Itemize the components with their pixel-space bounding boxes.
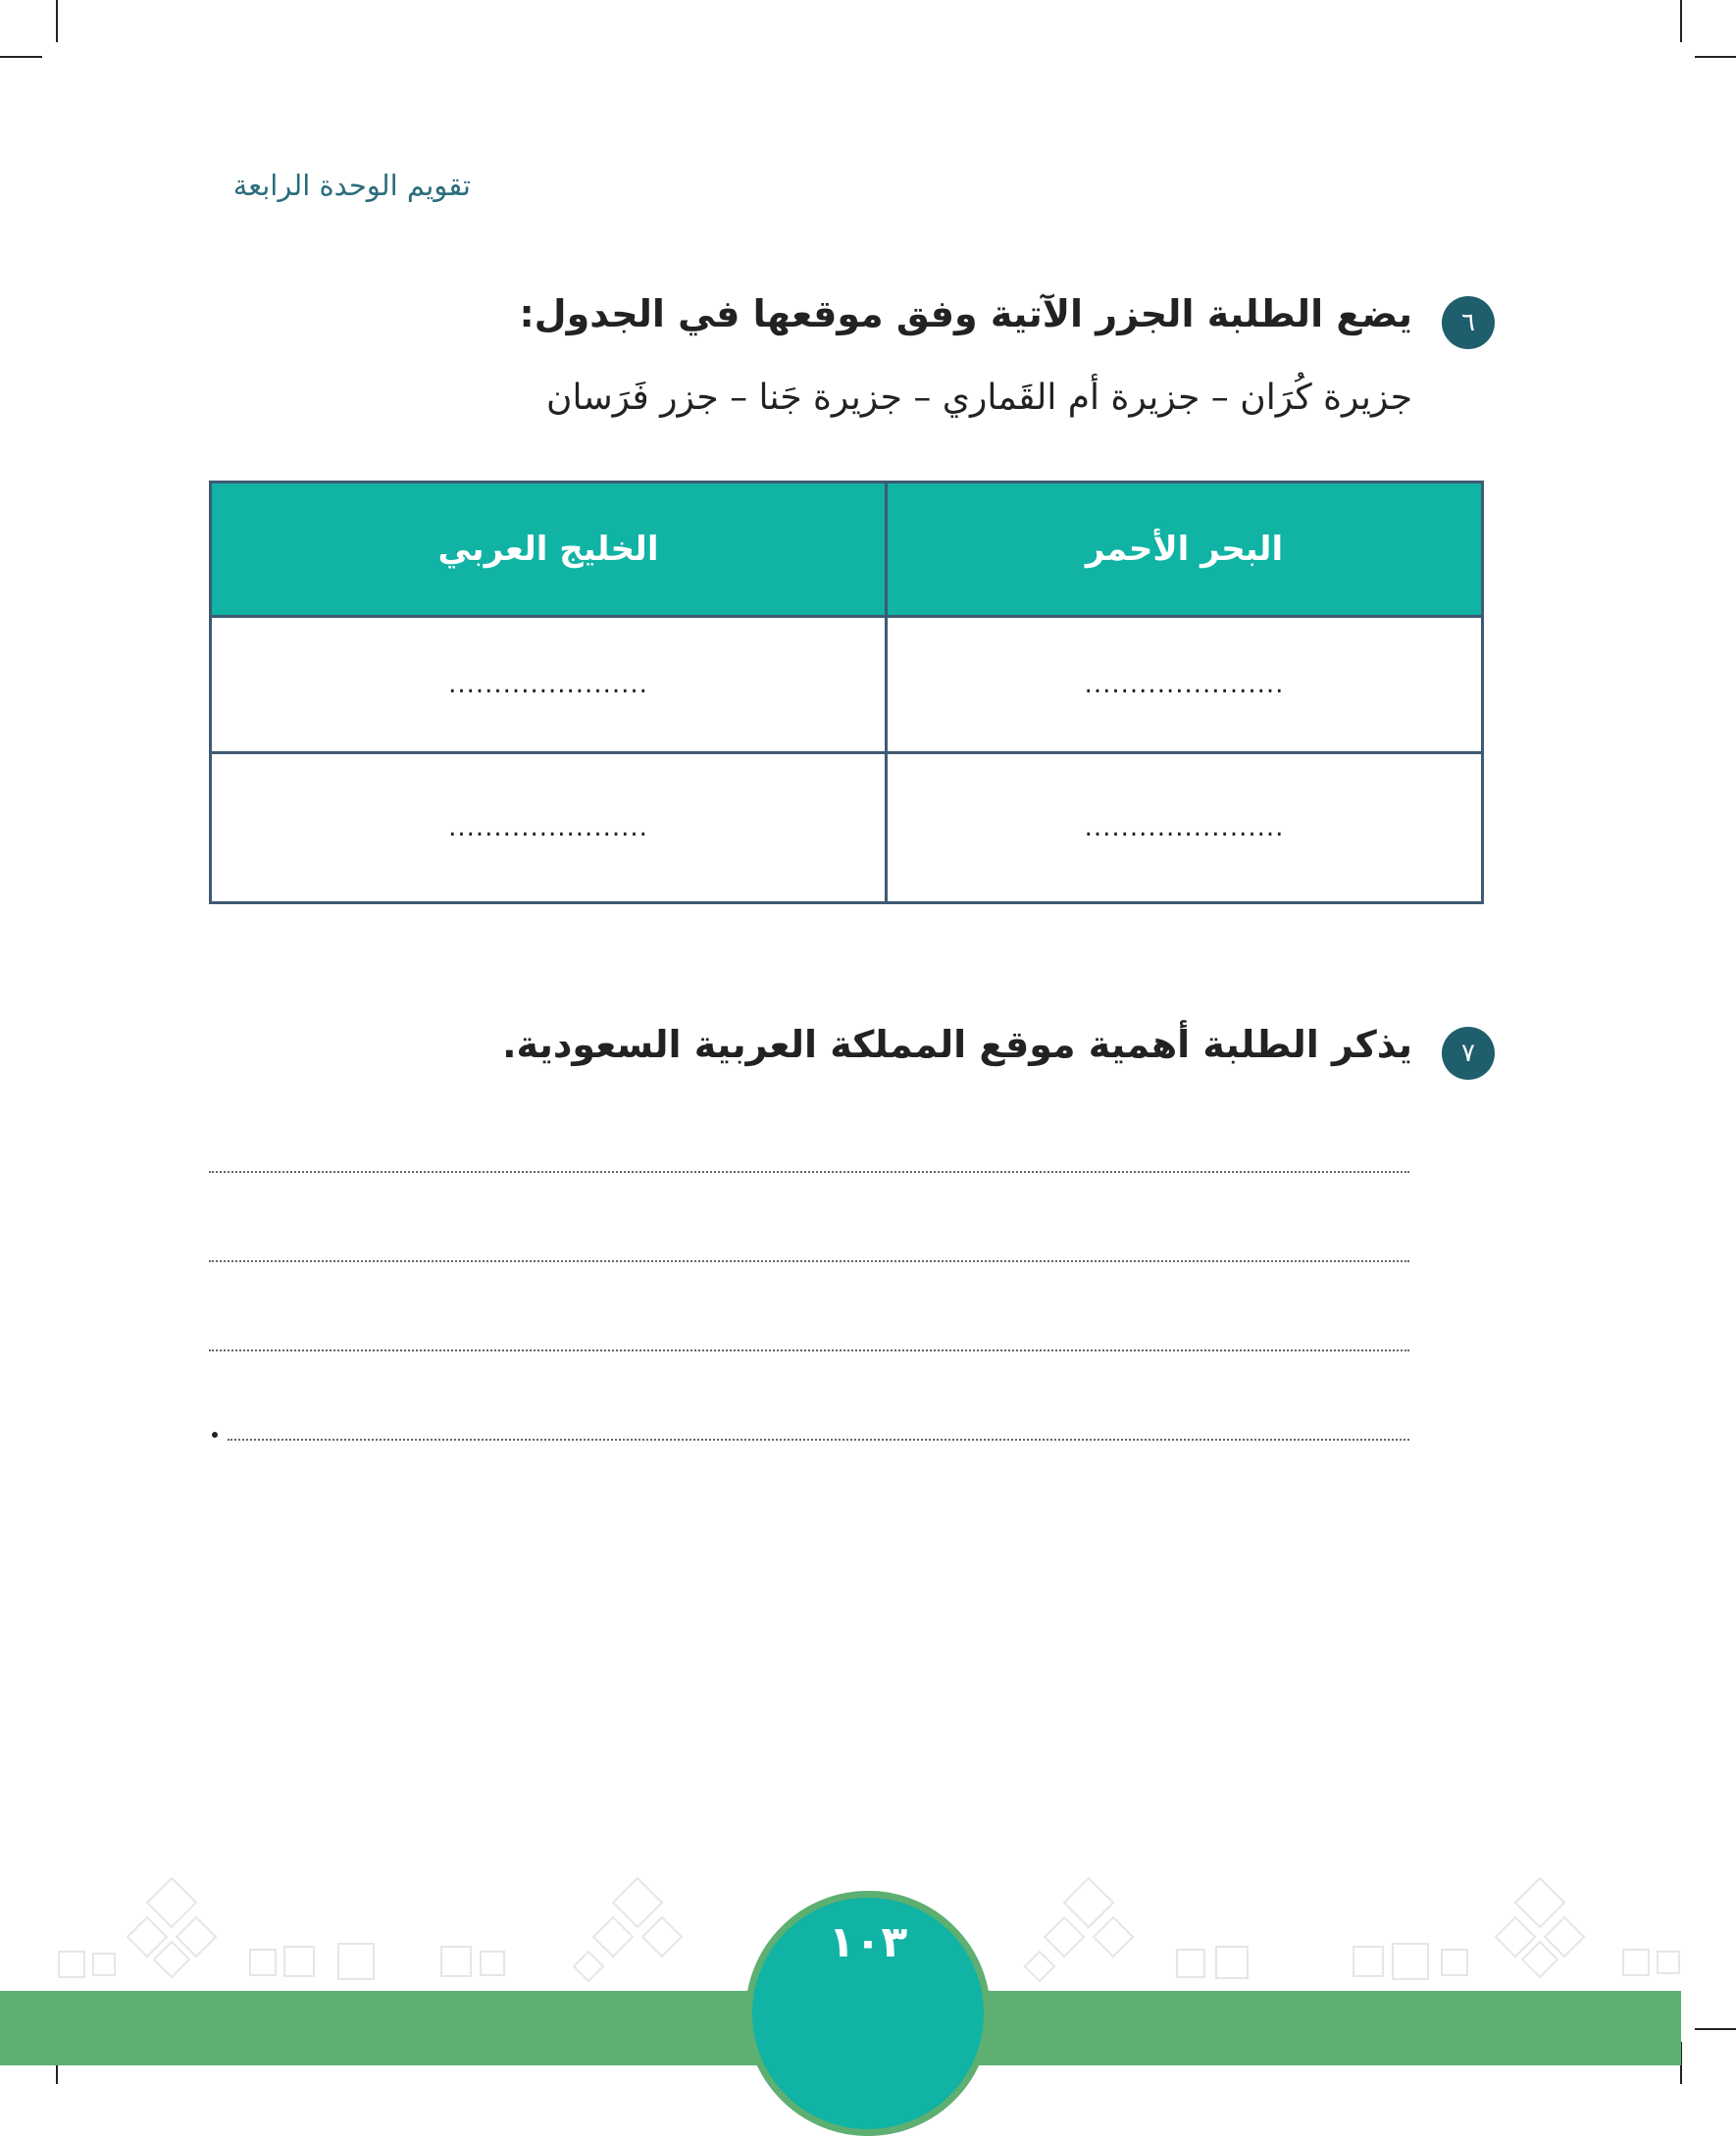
table-header-arabian-gulf: الخليج العربي <box>437 530 659 569</box>
answer-line[interactable] <box>228 1439 1409 1441</box>
table-header-red-sea: البحر الأحمر <box>1085 530 1284 569</box>
period-dot <box>212 1432 218 1438</box>
table-cell-gulf-1[interactable]: ...................... <box>448 670 648 699</box>
question-6-islands-list: جزيرة كُرَان – جزيرة أم القَماري – جزيرة جَنا – جزر فَرَسان <box>546 378 1412 418</box>
islands-table <box>209 481 1484 904</box>
table-cell-red-sea-1[interactable]: ...................... <box>1084 670 1285 699</box>
page-number: ١٠٣ <box>828 1917 908 1967</box>
crop-mark <box>1695 2028 1736 2030</box>
unit-review-title: تقويم الوحدة الرابعة <box>232 169 471 202</box>
answer-line[interactable] <box>209 1171 1409 1173</box>
answer-line[interactable] <box>209 1260 1409 1262</box>
table-cell-gulf-2[interactable]: ...................... <box>448 813 648 842</box>
crop-mark <box>1680 0 1682 42</box>
crop-mark <box>0 56 42 58</box>
crop-mark <box>1695 56 1736 58</box>
answer-line[interactable] <box>209 1349 1409 1351</box>
question-7-prompt: يذكر الطلبة أهمية موقع المملكة العربية السعودية. <box>502 1023 1412 1066</box>
crop-mark <box>56 0 58 42</box>
table-cell-red-sea-2[interactable]: ...................... <box>1084 813 1285 842</box>
question-6-prompt: يضع الطلبة الجزر الآتية وفق موقعها في الجدول: <box>519 292 1412 335</box>
question-6-badge: ٦ <box>1442 296 1495 349</box>
question-7-badge: ٧ <box>1442 1027 1495 1080</box>
